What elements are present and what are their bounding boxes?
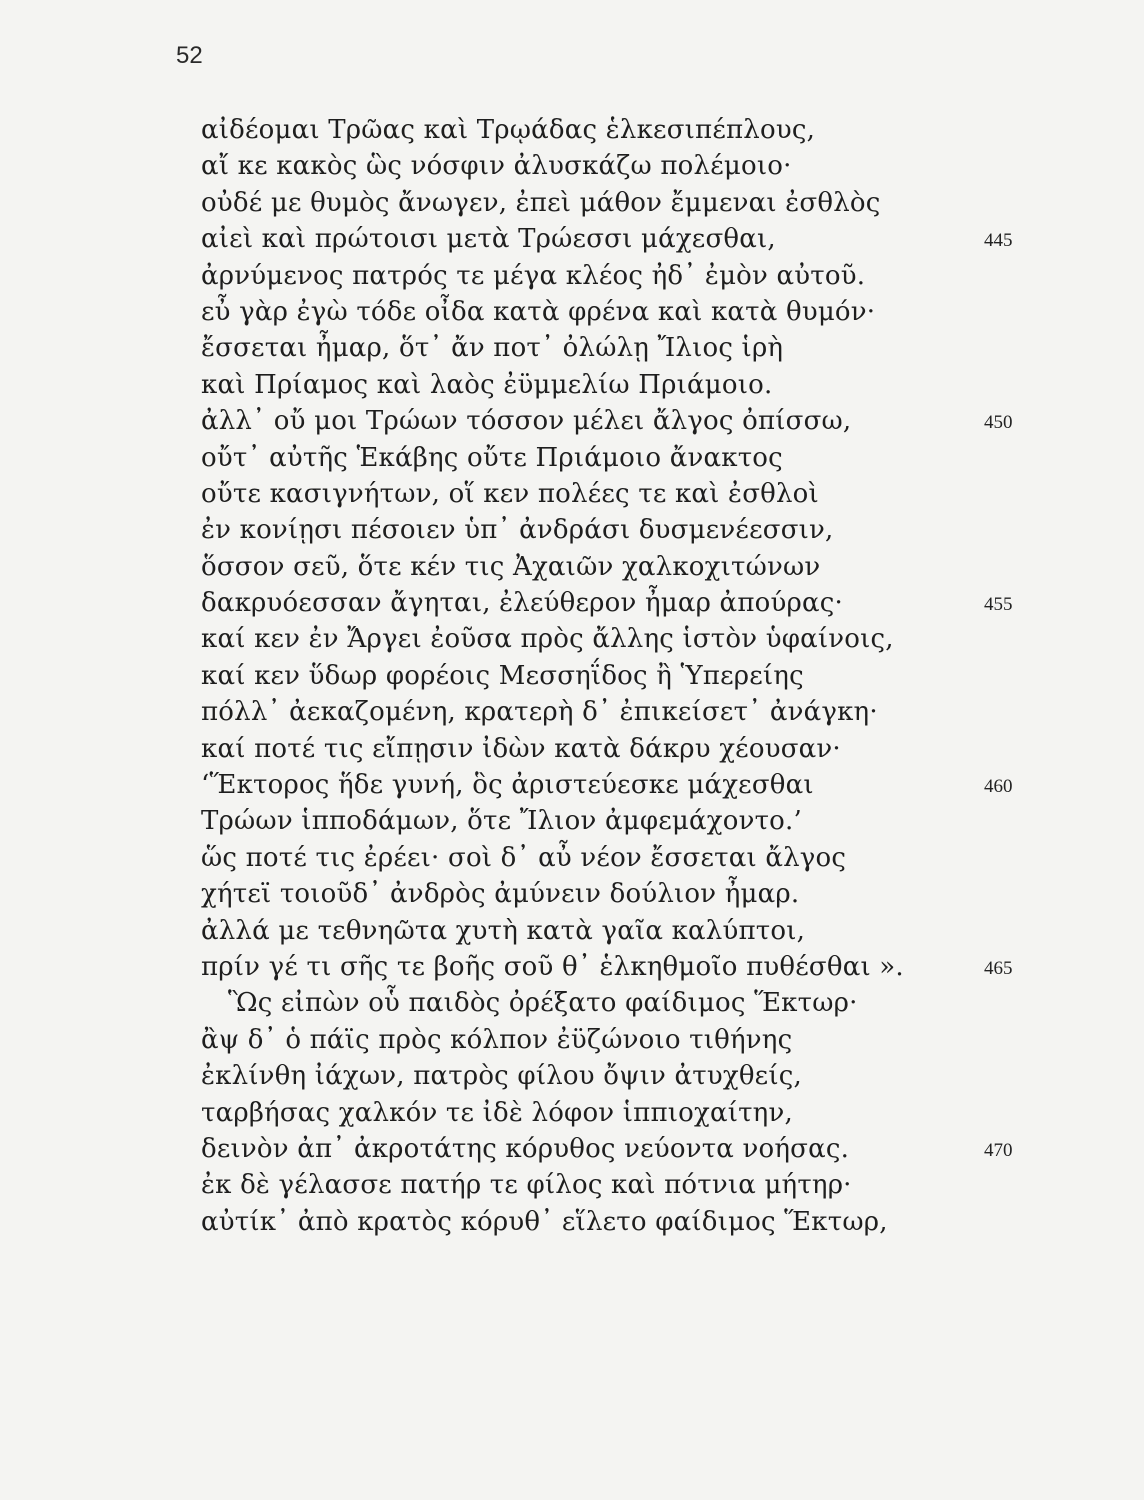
verse-text: Τρώων ἱπποδάμων, ὅτε Ἴλιον ἀμφεμάχοντο.’ xyxy=(201,806,802,837)
line-number: 460 xyxy=(984,776,1013,798)
verse-text: ἐκ δὲ γέλασσε πατήρ τε φίλος καὶ πότνια μήτηρ· xyxy=(201,1170,852,1201)
verse-text: ὅσσον σεῦ, ὅτε κέν τις Ἀχαιῶν χαλκοχιτώνων xyxy=(201,551,821,582)
verse-line xyxy=(0,913,1144,949)
verse-text: Ὣς εἰπὼν οὗ παιδὸς ὀρέξατο φαίδιμος Ἕκτωρ· xyxy=(228,988,858,1019)
verse-line xyxy=(0,694,1144,730)
verse-text: οὔτ᾽ αὐτῆς Ἑκάβης οὔτε Πριάμοιο ἄνακτος xyxy=(201,442,783,473)
verse-text: καί ποτέ τις εἴπῃσιν ἰδὼν κατὰ δάκρυ χέουσαν· xyxy=(201,733,841,764)
verse-text: οὐδέ με θυμὸς ἄνωγεν, ἐπεὶ μάθον ἔμμεναι ἐσθλὸς xyxy=(201,187,881,218)
verse-line xyxy=(0,549,1144,585)
verse-line xyxy=(0,1095,1144,1131)
verse-line xyxy=(0,985,1144,1021)
page-number: 52 xyxy=(176,42,203,69)
verse-text: εὖ γὰρ ἐγὼ τόδε οἶδα κατὰ φρένα καὶ κατὰ θυμόν· xyxy=(201,296,876,327)
verse-line xyxy=(0,1167,1144,1203)
verse-line xyxy=(0,440,1144,476)
verse-text: πρίν γέ τι σῆς τε βοῆς σοῦ θ᾽ ἑλκηθμοῖο πυθέσθαι ». xyxy=(201,951,904,982)
line-number: 465 xyxy=(984,957,1013,979)
verse-text: πόλλ᾽ ἀεκαζομένη, κρατερὴ δ᾽ ἐπικείσετ᾽ ἀνάγκη· xyxy=(201,697,878,728)
verse-text: ἀρνύμενος πατρός τε μέγα κλέος ἠδ᾽ ἐμὸν αὐτοῦ. xyxy=(201,260,866,291)
verse-text: αὐτίκ᾽ ἀπὸ κρατὸς κόρυθ᾽ εἵλετο φαίδιμος Ἕκτωρ, xyxy=(201,1206,888,1237)
line-number: 450 xyxy=(984,412,1013,434)
verse-text: ταρβήσας χαλκόν τε ἰδὲ λόφον ἱππιοχαίτην, xyxy=(201,1097,793,1128)
verse-text: ἀλλ᾽ οὔ μοι Τρώων τόσσον μέλει ἄλγος ὀπίσσω, xyxy=(201,406,852,437)
verse-line xyxy=(0,112,1144,148)
verse-line xyxy=(0,876,1144,912)
verse-text: ἐκλίνθη ἰάχων, πατρὸς φίλου ὄψιν ἀτυχθείς, xyxy=(201,1061,802,1092)
verse-text: οὔτε κασιγνήτων, οἵ κεν πολέες τε καὶ ἐσθλοὶ xyxy=(201,478,819,509)
verse-text: αἰδέομαι Τρῶας καὶ Τρῳάδας ἑλκεσιπέπλους, xyxy=(201,115,816,145)
line-number: 445 xyxy=(984,230,1013,252)
verse-text: ἐν κονίῃσι πέσοιεν ὑπ᾽ ἀνδράσι δυσμενέεσσιν, xyxy=(201,515,834,546)
verse-line xyxy=(0,1204,1144,1240)
line-number: 455 xyxy=(984,594,1013,616)
verse-line xyxy=(0,330,1144,366)
verse-text: δακρυόεσσαν ἄγηται, ἐλεύθερον ἦμαρ ἀπούρας· xyxy=(201,588,843,619)
verse-text: καί κεν ἐν Ἄργει ἐοῦσα πρὸς ἄλλης ἱστὸν ὑφαίνοις, xyxy=(201,624,894,655)
verse-text: ‘Ἕκτορος ἥδε γυνή, ὃς ἀριστεύεσκε μάχεσθαι xyxy=(201,770,814,801)
verse-line xyxy=(0,512,1144,548)
line-number: 470 xyxy=(984,1139,1013,1161)
verse-line xyxy=(0,185,1144,221)
verse-line xyxy=(0,403,1144,439)
verse-text: ὥς ποτέ τις ἐρέει· σοὶ δ᾽ αὖ νέον ἔσσεται ἄλγος xyxy=(201,842,847,873)
verse-text: καὶ Πρίαμος καὶ λαὸς ἐϋμμελίω Πριάμοιο. xyxy=(201,369,773,400)
verse-line xyxy=(0,949,1144,985)
verse-text: καί κεν ὕδωρ φορέοις Μεσσηΐδος ἢ Ὑπερείης xyxy=(201,660,804,691)
verse-text: ἂψ δ᾽ ὁ πάϊς πρὸς κόλπον ἐϋζώνοιο τιθήνης xyxy=(201,1024,793,1055)
verse-block xyxy=(0,112,1144,1240)
verse-line xyxy=(0,731,1144,767)
verse-line xyxy=(0,767,1144,803)
verse-line xyxy=(0,1058,1144,1094)
verse-line xyxy=(0,840,1144,876)
verse-line xyxy=(0,621,1144,657)
verse-text: ἔσσεται ἦμαρ, ὅτ᾽ ἄν ποτ᾽ ὀλώλῃ Ἴλιος ἱρὴ xyxy=(201,333,784,364)
verse-text: αἴ κε κακὸς ὣς νόσφιν ἀλυσκάζω πολέμοιο· xyxy=(201,151,792,182)
verse-line xyxy=(0,585,1144,621)
verse-line xyxy=(0,258,1144,294)
verse-line xyxy=(0,1022,1144,1058)
verse-line xyxy=(0,221,1144,257)
verse-text: δεινὸν ἀπ᾽ ἀκροτάτης κόρυθος νεύοντα νοήσας. xyxy=(201,1133,850,1164)
verse-line xyxy=(0,367,1144,403)
verse-text: ἀλλά με τεθνηῶτα χυτὴ κατὰ γαῖα καλύπτοι, xyxy=(201,915,806,946)
verse-text: αἰεὶ καὶ πρώτοισι μετὰ Τρώεσσι μάχεσθαι, xyxy=(201,224,776,255)
verse-text: χήτεϊ τοιοῦδ᾽ ἀνδρὸς ἀμύνειν δούλιον ἦμαρ. xyxy=(201,879,800,910)
verse-line xyxy=(0,658,1144,694)
verse-line xyxy=(0,1131,1144,1167)
verse-line xyxy=(0,148,1144,184)
verse-line xyxy=(0,294,1144,330)
verse-line xyxy=(0,803,1144,839)
verse-line xyxy=(0,476,1144,512)
